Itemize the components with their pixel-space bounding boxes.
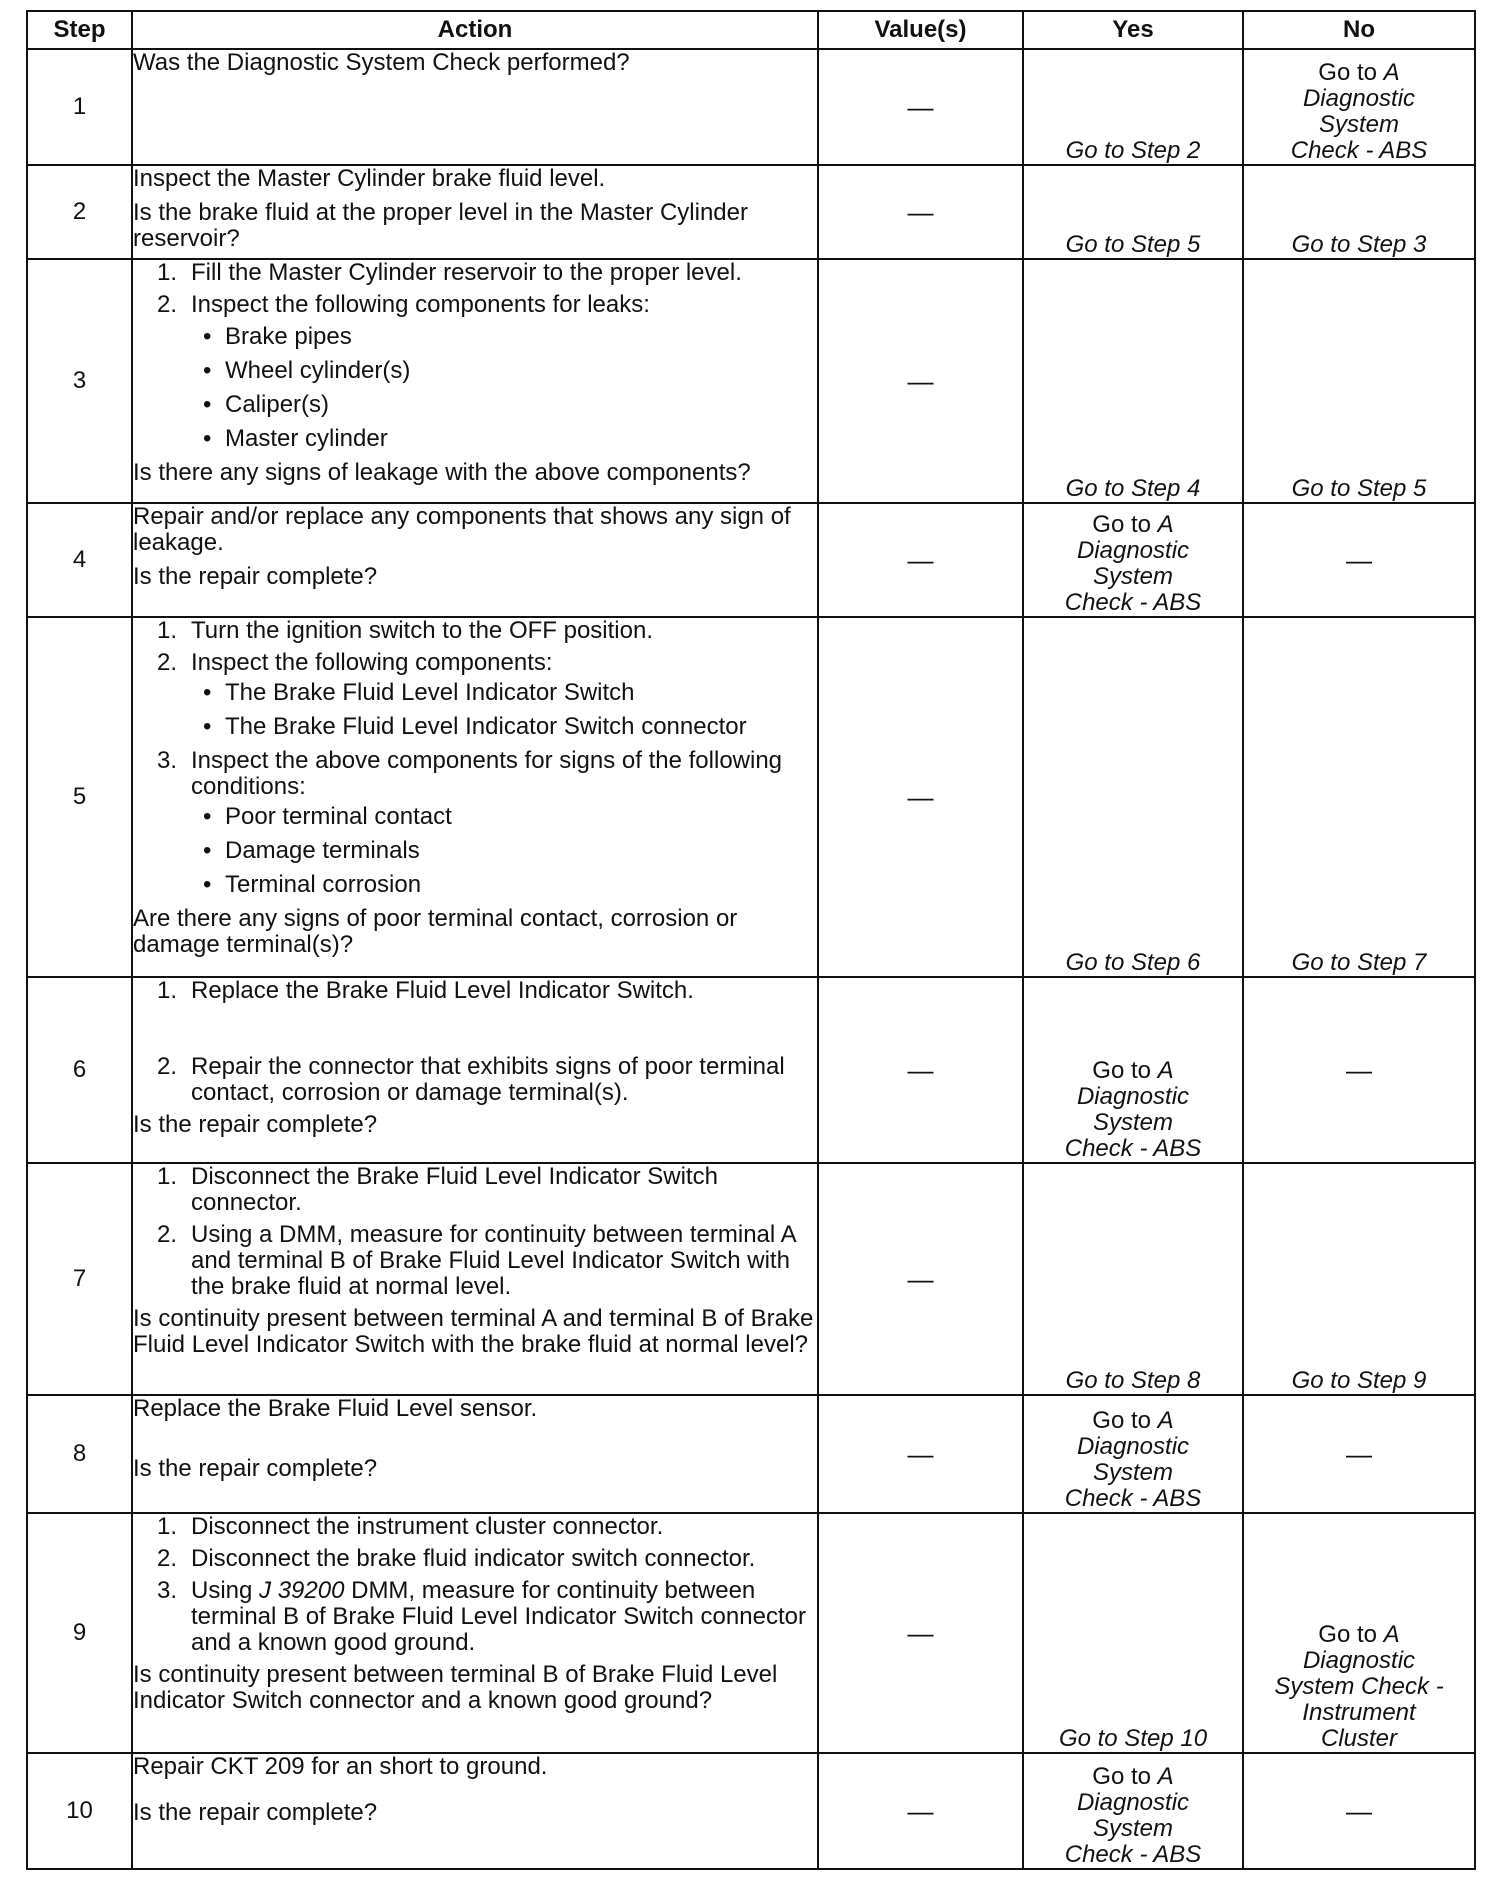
list-item: 2. Disconnect the brake fluid indicator switch connector. xyxy=(157,1545,756,1572)
action-cell xyxy=(132,1395,818,1513)
bullet-item: • Caliper(s) xyxy=(133,392,817,418)
value-cell: — xyxy=(818,49,1023,165)
yes-cell xyxy=(1023,617,1243,977)
table-row xyxy=(27,503,1475,617)
no-cell xyxy=(1243,1163,1475,1395)
diagnostic-table xyxy=(26,10,1476,1870)
value-cell: — xyxy=(818,977,1023,1163)
action-question: Are there any signs of poor terminal contact, corrosion or damage terminal(s)? xyxy=(133,905,738,958)
step-number: 4 xyxy=(27,503,132,617)
value-cell: — xyxy=(818,259,1023,503)
value-cell: — xyxy=(818,1395,1023,1513)
list-item: 3. Inspect the above components for signs of the following conditions: • Poor terminal contact • Damage terminals • Terminal corrosion xyxy=(133,748,817,898)
yes-goto: Go to Step 2 xyxy=(1065,137,1201,164)
list-item: 3. Using J 39200 DMM, measure for continuity between terminal B of Brake Fluid Level Indicator Switch connector and a known good ground. xyxy=(157,1577,806,1656)
action-cell xyxy=(132,259,818,503)
list-item: 1. Replace the Brake Fluid Level Indicator Switch. xyxy=(157,977,694,1004)
action-cell xyxy=(132,1513,818,1753)
action-question: Was the Diagnostic System Check performed? xyxy=(133,49,630,76)
yes-goto-diagnostic: Go to A Diagnostic System Check - ABS xyxy=(1064,1407,1202,1512)
step-number: 9 xyxy=(27,1513,132,1753)
yes-goto: Go to Step 4 xyxy=(1065,475,1201,502)
action-steps xyxy=(133,618,817,898)
table-row xyxy=(27,1753,1475,1869)
no-cell: — xyxy=(1243,1395,1475,1513)
component-bullets xyxy=(133,680,817,740)
no-cell xyxy=(1243,165,1475,259)
table-row xyxy=(27,1163,1475,1395)
action-cell xyxy=(132,503,818,617)
yes-cell xyxy=(1023,165,1243,259)
list-item: 1. Fill the Master Cylinder reservoir to the proper level. xyxy=(157,259,742,286)
bullet-item: • Terminal corrosion xyxy=(133,872,817,898)
table-row xyxy=(27,617,1475,977)
condition-bullets xyxy=(133,804,817,898)
component-bullets xyxy=(133,324,817,452)
yes-cell xyxy=(1023,1395,1243,1513)
spacer xyxy=(133,1780,817,1800)
bullet-item: • Damage terminals xyxy=(133,838,817,864)
yes-cell xyxy=(1023,1753,1243,1869)
header-step: Step xyxy=(27,11,132,49)
header-yes: Yes xyxy=(1023,11,1243,49)
value-cell: — xyxy=(818,1163,1023,1395)
list-item: 1. Turn the ignition switch to the OFF position. xyxy=(157,617,653,644)
action-steps xyxy=(133,1164,817,1300)
value-cell: — xyxy=(818,1753,1023,1869)
yes-cell xyxy=(1023,259,1243,503)
table-row xyxy=(27,977,1475,1163)
step-number: 1 xyxy=(27,49,132,165)
action-cell xyxy=(132,1163,818,1395)
value-cell: — xyxy=(818,1513,1023,1753)
yes-cell xyxy=(1023,49,1243,165)
value-cell: — xyxy=(818,165,1023,259)
action-question: Is there any signs of leakage with the above components? xyxy=(133,459,751,486)
no-cell xyxy=(1243,1513,1475,1753)
tool-name: J 39200 xyxy=(259,1577,345,1604)
no-cell: — xyxy=(1243,503,1475,617)
header-row xyxy=(27,11,1475,49)
spacer xyxy=(133,1010,817,1048)
action-intro: Inspect the Master Cylinder brake fluid level. xyxy=(133,165,606,192)
step-number: 6 xyxy=(27,977,132,1163)
bullet-item: • Wheel cylinder(s) xyxy=(133,358,817,384)
yes-goto: Go to Step 6 xyxy=(1065,949,1201,976)
no-goto: Go to Step 9 xyxy=(1291,1367,1427,1394)
action-cell xyxy=(132,617,818,977)
action-intro: Repair CKT 209 for an short to ground. xyxy=(133,1753,548,1780)
action-question: Is the brake fluid at the proper level in the Master Cylinder reservoir? xyxy=(133,199,748,252)
no-goto-diagnostic: Go to A Diagnostic System Check - ABS xyxy=(1290,59,1428,164)
action-steps xyxy=(133,978,817,1106)
table-row xyxy=(27,259,1475,503)
no-cell xyxy=(1243,259,1475,503)
action-steps xyxy=(133,260,817,318)
action-question: Is the repair complete? xyxy=(133,1455,378,1482)
action-question: Is continuity present between terminal A and terminal B of Brake Fluid Level Indicator Switch with the brake fluid at normal level? xyxy=(133,1305,814,1358)
table-row xyxy=(27,1395,1475,1513)
no-cell xyxy=(1243,49,1475,165)
table-row xyxy=(27,1513,1475,1753)
action-cell xyxy=(132,165,818,259)
bullet-item: • Brake pipes xyxy=(133,324,817,350)
step-number: 10 xyxy=(27,1753,132,1869)
yes-cell xyxy=(1023,977,1243,1163)
action-cell xyxy=(132,977,818,1163)
action-question: Is continuity present between terminal B of Brake Fluid Level Indicator Switch connector and a known good ground? xyxy=(133,1661,778,1714)
yes-goto-diagnostic: Go to A Diagnostic System Check - ABS xyxy=(1064,1763,1202,1868)
yes-cell xyxy=(1023,1513,1243,1753)
header-values: Value(s) xyxy=(818,11,1023,49)
yes-cell xyxy=(1023,1163,1243,1395)
list-item: 2. Inspect the following components: • The Brake Fluid Level Indicator Switch • The Brake Fluid Level Indicator Switch connector xyxy=(133,650,817,740)
step-number: 5 xyxy=(27,617,132,977)
no-goto: Go to Step 5 xyxy=(1291,475,1427,502)
table-row xyxy=(27,165,1475,259)
header-action: Action xyxy=(132,11,818,49)
step-number: 7 xyxy=(27,1163,132,1395)
no-cell: — xyxy=(1243,977,1475,1163)
bullet-item: • The Brake Fluid Level Indicator Switch connector xyxy=(133,714,817,740)
action-cell xyxy=(132,1753,818,1869)
action-question: Is the repair complete? xyxy=(133,563,378,590)
step-number: 2 xyxy=(27,165,132,259)
bullet-item: • The Brake Fluid Level Indicator Switch xyxy=(133,680,817,706)
action-intro: Repair and/or replace any components that shows any sign of leakage. xyxy=(133,503,791,556)
action-steps xyxy=(133,1514,817,1656)
yes-goto: Go to Step 10 xyxy=(1058,1725,1208,1752)
action-intro: Replace the Brake Fluid Level sensor. xyxy=(133,1395,538,1422)
list-item: 1. Disconnect the instrument cluster connector. xyxy=(157,1513,664,1540)
bullet-item: • Master cylinder xyxy=(133,426,817,452)
value-cell: — xyxy=(818,503,1023,617)
value-cell: — xyxy=(818,617,1023,977)
no-cell xyxy=(1243,617,1475,977)
list-item: 2. Repair the connector that exhibits signs of poor terminal contact, corrosion or damage terminal(s). xyxy=(157,1053,785,1106)
yes-goto-diagnostic: Go to A Diagnostic System Check - ABS xyxy=(1064,511,1202,616)
no-cell: — xyxy=(1243,1753,1475,1869)
bullet-item: • Poor terminal contact xyxy=(133,804,817,830)
step-number: 3 xyxy=(27,259,132,503)
no-goto: Go to Step 7 xyxy=(1291,949,1427,976)
yes-goto: Go to Step 8 xyxy=(1065,1367,1201,1394)
yes-goto: Go to Step 5 xyxy=(1065,231,1201,258)
list-item: 1. Disconnect the Brake Fluid Level Indicator Switch connector. xyxy=(157,1163,718,1216)
action-question: Is the repair complete? xyxy=(133,1799,378,1826)
list-item: 2. Using a DMM, measure for continuity between terminal A and terminal B of Brake Fluid Level Indicator Switch with the brake fluid at normal level. xyxy=(157,1221,796,1300)
action-question: Is the repair complete? xyxy=(133,1111,378,1138)
no-goto: Go to Step 3 xyxy=(1291,231,1427,258)
spacer xyxy=(133,1422,817,1456)
header-no: No xyxy=(1243,11,1475,49)
yes-cell xyxy=(1023,503,1243,617)
action-cell xyxy=(132,49,818,165)
step-number: 8 xyxy=(27,1395,132,1513)
yes-goto-diagnostic: Go to A Diagnostic System Check - ABS xyxy=(1064,1057,1202,1162)
no-goto-diagnostic: Go to A Diagnostic System Check - Instrument Cluster xyxy=(1274,1621,1444,1752)
list-item: 2. Inspect the following components for leaks: xyxy=(157,291,650,318)
table-row xyxy=(27,49,1475,165)
